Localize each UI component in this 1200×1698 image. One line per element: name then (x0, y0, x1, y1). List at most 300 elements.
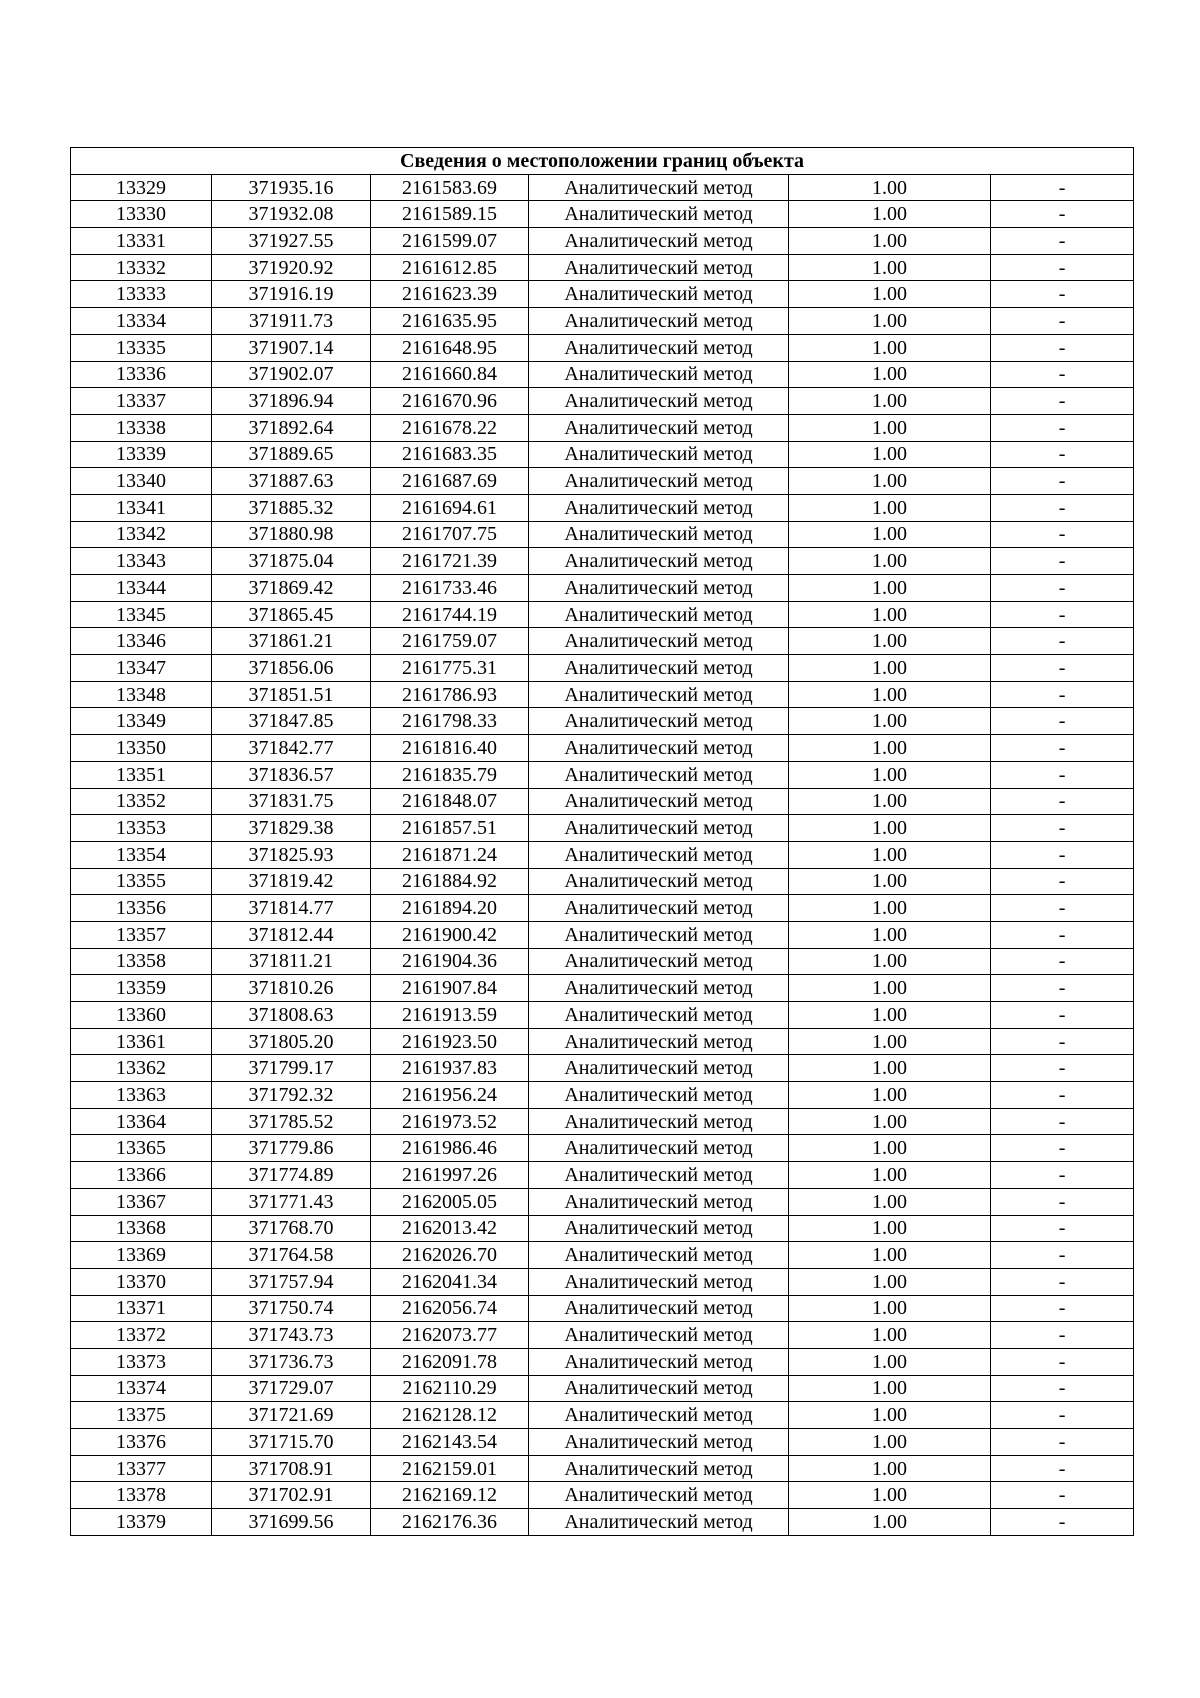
accuracy-cell: 1.00 (789, 868, 991, 895)
table-row (71, 254, 1134, 281)
y-coordinate-cell: 2161694.61 (371, 494, 529, 521)
accuracy-cell: 1.00 (789, 975, 991, 1002)
x-coordinate-cell: 371774.89 (212, 1162, 371, 1189)
y-coordinate-cell: 2161678.22 (371, 414, 529, 441)
method-cell: Аналитический метод (529, 1135, 789, 1162)
x-coordinate-cell: 371856.06 (212, 655, 371, 682)
y-coordinate-cell: 2161759.07 (371, 628, 529, 655)
description-cell: - (991, 1055, 1134, 1082)
x-coordinate-cell: 371702.91 (212, 1482, 371, 1509)
y-coordinate-cell: 2161648.95 (371, 334, 529, 361)
table-row (71, 1322, 1134, 1349)
method-cell: Аналитический метод (529, 708, 789, 735)
method-cell: Аналитический метод (529, 441, 789, 468)
description-cell: - (991, 1188, 1134, 1215)
method-cell: Аналитический метод (529, 1028, 789, 1055)
y-coordinate-cell: 2161623.39 (371, 281, 529, 308)
point-number-cell: 13339 (71, 441, 212, 468)
y-coordinate-cell: 2161904.36 (371, 948, 529, 975)
method-cell: Аналитический метод (529, 815, 789, 842)
method-cell: Аналитический метод (529, 575, 789, 602)
table-title-row (71, 148, 1134, 175)
x-coordinate-cell: 371847.85 (212, 708, 371, 735)
y-coordinate-cell: 2161973.52 (371, 1108, 529, 1135)
point-number-cell: 13379 (71, 1509, 212, 1536)
method-cell: Аналитический метод (529, 1188, 789, 1215)
x-coordinate-cell: 371935.16 (212, 174, 371, 201)
table-row (71, 1215, 1134, 1242)
description-cell: - (991, 815, 1134, 842)
y-coordinate-cell: 2162128.12 (371, 1402, 529, 1429)
table-row (71, 494, 1134, 521)
table-row (71, 1108, 1134, 1135)
method-cell: Аналитический метод (529, 1402, 789, 1429)
table-row (71, 521, 1134, 548)
accuracy-cell: 1.00 (789, 1482, 991, 1509)
table-row (71, 1455, 1134, 1482)
table-row (71, 1402, 1134, 1429)
point-number-cell: 13375 (71, 1402, 212, 1429)
description-cell: - (991, 388, 1134, 415)
table-row (71, 1429, 1134, 1456)
point-number-cell: 13332 (71, 254, 212, 281)
x-coordinate-cell: 371896.94 (212, 388, 371, 415)
accuracy-cell: 1.00 (789, 1162, 991, 1189)
accuracy-cell: 1.00 (789, 1348, 991, 1375)
accuracy-cell: 1.00 (789, 895, 991, 922)
table-row (71, 868, 1134, 895)
table-row (71, 628, 1134, 655)
method-cell: Аналитический метод (529, 548, 789, 575)
table-row (71, 788, 1134, 815)
description-cell: - (991, 1108, 1134, 1135)
description-cell: - (991, 174, 1134, 201)
point-number-cell: 13338 (71, 414, 212, 441)
x-coordinate-cell: 371902.07 (212, 361, 371, 388)
accuracy-cell: 1.00 (789, 601, 991, 628)
description-cell: - (991, 975, 1134, 1002)
y-coordinate-cell: 2161907.84 (371, 975, 529, 1002)
accuracy-cell: 1.00 (789, 388, 991, 415)
accuracy-cell: 1.00 (789, 1322, 991, 1349)
method-cell: Аналитический метод (529, 361, 789, 388)
point-number-cell: 13368 (71, 1215, 212, 1242)
point-number-cell: 13352 (71, 788, 212, 815)
point-number-cell: 13334 (71, 308, 212, 335)
table-body (71, 174, 1134, 1535)
y-coordinate-cell: 2161786.93 (371, 681, 529, 708)
method-cell: Аналитический метод (529, 1268, 789, 1295)
accuracy-cell: 1.00 (789, 575, 991, 602)
table-row (71, 1295, 1134, 1322)
x-coordinate-cell: 371814.77 (212, 895, 371, 922)
description-cell: - (991, 735, 1134, 762)
x-coordinate-cell: 371829.38 (212, 815, 371, 842)
description-cell: - (991, 841, 1134, 868)
point-number-cell: 13362 (71, 1055, 212, 1082)
x-coordinate-cell: 371916.19 (212, 281, 371, 308)
description-cell: - (991, 1295, 1134, 1322)
description-cell: - (991, 1455, 1134, 1482)
description-cell: - (991, 1509, 1134, 1536)
table-row (71, 1375, 1134, 1402)
point-number-cell: 13374 (71, 1375, 212, 1402)
x-coordinate-cell: 371892.64 (212, 414, 371, 441)
y-coordinate-cell: 2161871.24 (371, 841, 529, 868)
accuracy-cell: 1.00 (789, 655, 991, 682)
x-coordinate-cell: 371810.26 (212, 975, 371, 1002)
table-row (71, 708, 1134, 735)
table-row (71, 174, 1134, 201)
point-number-cell: 13358 (71, 948, 212, 975)
method-cell: Аналитический метод (529, 334, 789, 361)
x-coordinate-cell: 371771.43 (212, 1188, 371, 1215)
table-row (71, 841, 1134, 868)
point-number-cell: 13350 (71, 735, 212, 762)
method-cell: Аналитический метод (529, 655, 789, 682)
y-coordinate-cell: 2161589.15 (371, 201, 529, 228)
accuracy-cell: 1.00 (789, 1509, 991, 1536)
point-number-cell: 13355 (71, 868, 212, 895)
table-row (71, 1135, 1134, 1162)
table-row (71, 361, 1134, 388)
method-cell: Аналитический метод (529, 735, 789, 762)
x-coordinate-cell: 371819.42 (212, 868, 371, 895)
method-cell: Аналитический метод (529, 788, 789, 815)
description-cell: - (991, 708, 1134, 735)
x-coordinate-cell: 371736.73 (212, 1348, 371, 1375)
table-row (71, 228, 1134, 255)
table-row (71, 1188, 1134, 1215)
point-number-cell: 13354 (71, 841, 212, 868)
accuracy-cell: 1.00 (789, 708, 991, 735)
x-coordinate-cell: 371743.73 (212, 1322, 371, 1349)
table-row (71, 1268, 1134, 1295)
table-row (71, 388, 1134, 415)
accuracy-cell: 1.00 (789, 1268, 991, 1295)
description-cell: - (991, 895, 1134, 922)
table-row (71, 601, 1134, 628)
y-coordinate-cell: 2162143.54 (371, 1429, 529, 1456)
x-coordinate-cell: 371836.57 (212, 761, 371, 788)
y-coordinate-cell: 2161599.07 (371, 228, 529, 255)
x-coordinate-cell: 371869.42 (212, 575, 371, 602)
point-number-cell: 13357 (71, 921, 212, 948)
y-coordinate-cell: 2161848.07 (371, 788, 529, 815)
table-row (71, 201, 1134, 228)
table-row (71, 1002, 1134, 1029)
point-number-cell: 13367 (71, 1188, 212, 1215)
accuracy-cell: 1.00 (789, 441, 991, 468)
accuracy-cell: 1.00 (789, 414, 991, 441)
description-cell: - (991, 494, 1134, 521)
y-coordinate-cell: 2162110.29 (371, 1375, 529, 1402)
accuracy-cell: 1.00 (789, 1375, 991, 1402)
y-coordinate-cell: 2161956.24 (371, 1082, 529, 1109)
accuracy-cell: 1.00 (789, 254, 991, 281)
x-coordinate-cell: 371792.32 (212, 1082, 371, 1109)
accuracy-cell: 1.00 (789, 1028, 991, 1055)
table-row (71, 1348, 1134, 1375)
description-cell: - (991, 441, 1134, 468)
description-cell: - (991, 201, 1134, 228)
accuracy-cell: 1.00 (789, 201, 991, 228)
x-coordinate-cell: 371831.75 (212, 788, 371, 815)
method-cell: Аналитический метод (529, 601, 789, 628)
x-coordinate-cell: 371889.65 (212, 441, 371, 468)
point-number-cell: 13353 (71, 815, 212, 842)
table-row (71, 948, 1134, 975)
description-cell: - (991, 575, 1134, 602)
description-cell: - (991, 228, 1134, 255)
description-cell: - (991, 548, 1134, 575)
description-cell: - (991, 1028, 1134, 1055)
description-cell: - (991, 1375, 1134, 1402)
table-row (71, 1082, 1134, 1109)
point-number-cell: 13336 (71, 361, 212, 388)
table-row (71, 1055, 1134, 1082)
y-coordinate-cell: 2161937.83 (371, 1055, 529, 1082)
x-coordinate-cell: 371715.70 (212, 1429, 371, 1456)
method-cell: Аналитический метод (529, 628, 789, 655)
description-cell: - (991, 468, 1134, 495)
x-coordinate-cell: 371927.55 (212, 228, 371, 255)
accuracy-cell: 1.00 (789, 1455, 991, 1482)
description-cell: - (991, 1082, 1134, 1109)
method-cell: Аналитический метод (529, 841, 789, 868)
method-cell: Аналитический метод (529, 1429, 789, 1456)
x-coordinate-cell: 371907.14 (212, 334, 371, 361)
y-coordinate-cell: 2161660.84 (371, 361, 529, 388)
x-coordinate-cell: 371885.32 (212, 494, 371, 521)
description-cell: - (991, 521, 1134, 548)
description-cell: - (991, 601, 1134, 628)
description-cell: - (991, 281, 1134, 308)
point-number-cell: 13373 (71, 1348, 212, 1375)
table-title: Сведения о местоположении границ объекта (71, 148, 1134, 175)
y-coordinate-cell: 2161721.39 (371, 548, 529, 575)
method-cell: Аналитический метод (529, 1215, 789, 1242)
description-cell: - (991, 254, 1134, 281)
x-coordinate-cell: 371880.98 (212, 521, 371, 548)
x-coordinate-cell: 371865.45 (212, 601, 371, 628)
table-row (71, 1028, 1134, 1055)
y-coordinate-cell: 2161816.40 (371, 735, 529, 762)
x-coordinate-cell: 371729.07 (212, 1375, 371, 1402)
accuracy-cell: 1.00 (789, 334, 991, 361)
accuracy-cell: 1.00 (789, 788, 991, 815)
y-coordinate-cell: 2161835.79 (371, 761, 529, 788)
point-number-cell: 13369 (71, 1242, 212, 1269)
x-coordinate-cell: 371799.17 (212, 1055, 371, 1082)
description-cell: - (991, 921, 1134, 948)
accuracy-cell: 1.00 (789, 1002, 991, 1029)
table-row (71, 1509, 1134, 1536)
description-cell: - (991, 361, 1134, 388)
table-row (71, 575, 1134, 602)
accuracy-cell: 1.00 (789, 468, 991, 495)
y-coordinate-cell: 2161744.19 (371, 601, 529, 628)
table-row (71, 334, 1134, 361)
x-coordinate-cell: 371708.91 (212, 1455, 371, 1482)
method-cell: Аналитический метод (529, 948, 789, 975)
accuracy-cell: 1.00 (789, 494, 991, 521)
y-coordinate-cell: 2161798.33 (371, 708, 529, 735)
y-coordinate-cell: 2161612.85 (371, 254, 529, 281)
method-cell: Аналитический метод (529, 228, 789, 255)
y-coordinate-cell: 2161687.69 (371, 468, 529, 495)
accuracy-cell: 1.00 (789, 948, 991, 975)
accuracy-cell: 1.00 (789, 1295, 991, 1322)
y-coordinate-cell: 2162176.36 (371, 1509, 529, 1536)
method-cell: Аналитический метод (529, 388, 789, 415)
y-coordinate-cell: 2161857.51 (371, 815, 529, 842)
description-cell: - (991, 1402, 1134, 1429)
accuracy-cell: 1.00 (789, 841, 991, 868)
point-number-cell: 13341 (71, 494, 212, 521)
x-coordinate-cell: 371785.52 (212, 1108, 371, 1135)
accuracy-cell: 1.00 (789, 1429, 991, 1456)
method-cell: Аналитический метод (529, 201, 789, 228)
method-cell: Аналитический метод (529, 1002, 789, 1029)
accuracy-cell: 1.00 (789, 228, 991, 255)
y-coordinate-cell: 2161707.75 (371, 521, 529, 548)
accuracy-cell: 1.00 (789, 921, 991, 948)
method-cell: Аналитический метод (529, 1455, 789, 1482)
point-number-cell: 13335 (71, 334, 212, 361)
y-coordinate-cell: 2162005.05 (371, 1188, 529, 1215)
table-row (71, 548, 1134, 575)
x-coordinate-cell: 371721.69 (212, 1402, 371, 1429)
accuracy-cell: 1.00 (789, 1135, 991, 1162)
point-number-cell: 13372 (71, 1322, 212, 1349)
description-cell: - (991, 761, 1134, 788)
description-cell: - (991, 1242, 1134, 1269)
y-coordinate-cell: 2162056.74 (371, 1295, 529, 1322)
y-coordinate-cell: 2161986.46 (371, 1135, 529, 1162)
y-coordinate-cell: 2161683.35 (371, 441, 529, 468)
method-cell: Аналитический метод (529, 1108, 789, 1135)
point-number-cell: 13344 (71, 575, 212, 602)
point-number-cell: 13363 (71, 1082, 212, 1109)
description-cell: - (991, 1002, 1134, 1029)
y-coordinate-cell: 2161894.20 (371, 895, 529, 922)
point-number-cell: 13337 (71, 388, 212, 415)
method-cell: Аналитический метод (529, 521, 789, 548)
description-cell: - (991, 1268, 1134, 1295)
x-coordinate-cell: 371920.92 (212, 254, 371, 281)
method-cell: Аналитический метод (529, 761, 789, 788)
point-number-cell: 13378 (71, 1482, 212, 1509)
method-cell: Аналитический метод (529, 895, 789, 922)
description-cell: - (991, 628, 1134, 655)
point-number-cell: 13360 (71, 1002, 212, 1029)
accuracy-cell: 1.00 (789, 1188, 991, 1215)
point-number-cell: 13330 (71, 201, 212, 228)
accuracy-cell: 1.00 (789, 1215, 991, 1242)
method-cell: Аналитический метод (529, 1322, 789, 1349)
y-coordinate-cell: 2162169.12 (371, 1482, 529, 1509)
table-row (71, 735, 1134, 762)
y-coordinate-cell: 2161997.26 (371, 1162, 529, 1189)
y-coordinate-cell: 2162073.77 (371, 1322, 529, 1349)
description-cell: - (991, 414, 1134, 441)
point-number-cell: 13361 (71, 1028, 212, 1055)
x-coordinate-cell: 371757.94 (212, 1268, 371, 1295)
description-cell: - (991, 334, 1134, 361)
point-number-cell: 13371 (71, 1295, 212, 1322)
point-number-cell: 13331 (71, 228, 212, 255)
description-cell: - (991, 1162, 1134, 1189)
x-coordinate-cell: 371825.93 (212, 841, 371, 868)
x-coordinate-cell: 371811.21 (212, 948, 371, 975)
point-number-cell: 13340 (71, 468, 212, 495)
description-cell: - (991, 308, 1134, 335)
method-cell: Аналитический метод (529, 1295, 789, 1322)
x-coordinate-cell: 371812.44 (212, 921, 371, 948)
method-cell: Аналитический метод (529, 308, 789, 335)
boundary-coordinates-table (70, 147, 1134, 1536)
table-row (71, 681, 1134, 708)
description-cell: - (991, 655, 1134, 682)
y-coordinate-cell: 2161900.42 (371, 921, 529, 948)
method-cell: Аналитический метод (529, 1242, 789, 1269)
accuracy-cell: 1.00 (789, 1108, 991, 1135)
y-coordinate-cell: 2162026.70 (371, 1242, 529, 1269)
point-number-cell: 13356 (71, 895, 212, 922)
method-cell: Аналитический метод (529, 1162, 789, 1189)
table-row (71, 815, 1134, 842)
y-coordinate-cell: 2161923.50 (371, 1028, 529, 1055)
description-cell: - (991, 681, 1134, 708)
method-cell: Аналитический метод (529, 254, 789, 281)
method-cell: Аналитический метод (529, 1509, 789, 1536)
description-cell: - (991, 1215, 1134, 1242)
accuracy-cell: 1.00 (789, 521, 991, 548)
table-row (71, 1482, 1134, 1509)
x-coordinate-cell: 371768.70 (212, 1215, 371, 1242)
accuracy-cell: 1.00 (789, 1082, 991, 1109)
method-cell: Аналитический метод (529, 1348, 789, 1375)
accuracy-cell: 1.00 (789, 281, 991, 308)
description-cell: - (991, 1322, 1134, 1349)
accuracy-cell: 1.00 (789, 628, 991, 655)
x-coordinate-cell: 371805.20 (212, 1028, 371, 1055)
method-cell: Аналитический метод (529, 414, 789, 441)
x-coordinate-cell: 371842.77 (212, 735, 371, 762)
method-cell: Аналитический метод (529, 174, 789, 201)
table-row (71, 921, 1134, 948)
accuracy-cell: 1.00 (789, 1242, 991, 1269)
description-cell: - (991, 948, 1134, 975)
accuracy-cell: 1.00 (789, 761, 991, 788)
y-coordinate-cell: 2161733.46 (371, 575, 529, 602)
x-coordinate-cell: 371932.08 (212, 201, 371, 228)
description-cell: - (991, 1135, 1134, 1162)
table-row (71, 1162, 1134, 1189)
accuracy-cell: 1.00 (789, 361, 991, 388)
method-cell: Аналитический метод (529, 494, 789, 521)
description-cell: - (991, 868, 1134, 895)
y-coordinate-cell: 2161635.95 (371, 308, 529, 335)
point-number-cell: 13347 (71, 655, 212, 682)
x-coordinate-cell: 371911.73 (212, 308, 371, 335)
y-coordinate-cell: 2161670.96 (371, 388, 529, 415)
point-number-cell: 13333 (71, 281, 212, 308)
method-cell: Аналитический метод (529, 868, 789, 895)
point-number-cell: 13366 (71, 1162, 212, 1189)
point-number-cell: 13370 (71, 1268, 212, 1295)
